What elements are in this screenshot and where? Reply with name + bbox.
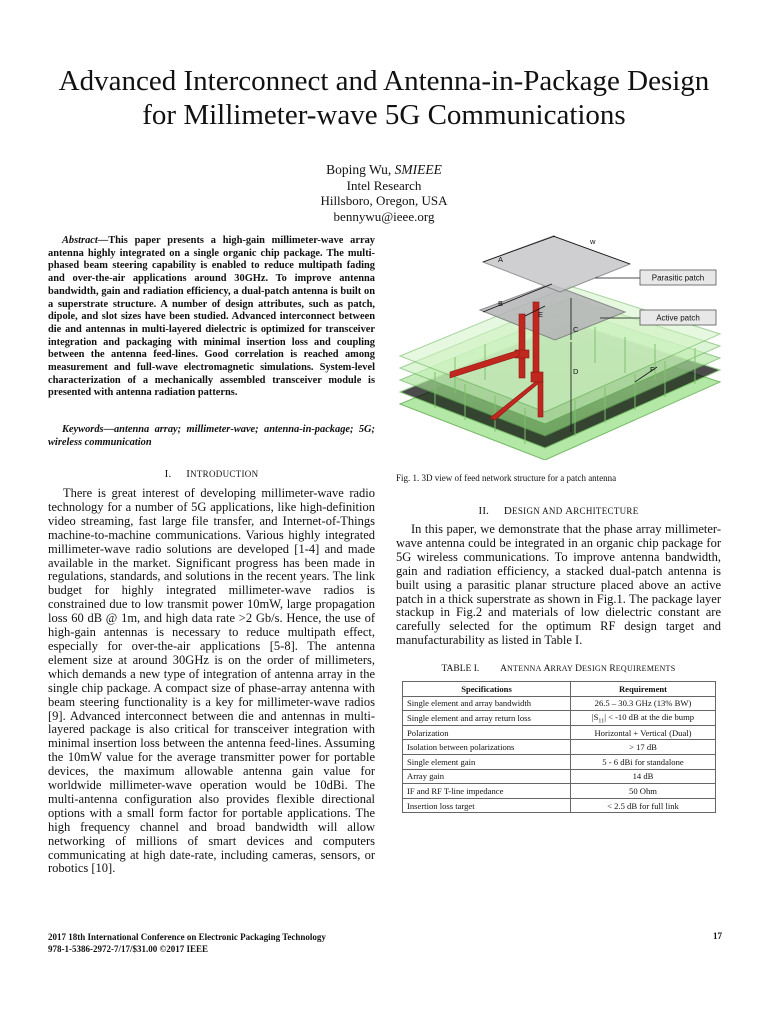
table-cell: 50 Ohm: [571, 784, 716, 799]
author-affiliation: Intel Research: [346, 177, 422, 193]
table-row: [403, 740, 716, 755]
author-grade: SMIEEE: [394, 162, 442, 177]
table-row: [403, 696, 716, 711]
section-title-initial: D: [503, 505, 513, 517]
table-row: [403, 769, 716, 784]
callout-parasitic-patch: [595, 270, 716, 285]
section-title-rest: NTRODUCTION: [190, 469, 259, 479]
table-header-row: [403, 682, 716, 697]
section-heading-introduction: [48, 468, 375, 480]
table-cell: Isolation between polarizations: [403, 740, 571, 755]
table-cell: Single element gain: [403, 754, 571, 769]
abstract-text: This paper presents a high-gain millimeter-wave array antenna highly integrated on a single organic chip package. The multi-phased beam steering capability is enabled to reduce multipath fading and over-the-air applications around 30GHz. To improve antenna bandwidth, gain and radiation efficiency, a dual-patch antenna is built on a superstrate structure. A number of design attributes, such as patch, dipole, and slot sizes have been studied. Advanced interconnect between die and antennas in multi-layered dielectric is optimized for transceiver integration and packaging with minimal insertion loss and coupling between the antenna feed-lines. Good correlation is reached among measurement and full-wave electromagnetic simulations. System-level characterization of a mechanically assembled transceiver module is presented with antenna radiation patterns.: [48, 235, 375, 399]
section-title-rest-2: RCHITECTURE: [573, 506, 639, 516]
introduction-body: There is great interest of developing millimeter-wave radio technology for a number of 5G applications, like high-definition video streaming, fast large file transfer, and Internet-of-Things machine-to-machine communications. Various highly integrated millimeter-wave radio solutions are developed [1-4] and made available in the market. Significant progress has been made in regulations, standards, and solutions in the recent years. The link budget for highly integrated millimeter-wave radios is constrained due to low transmit power 10mW, large propagation loss 60 dB @ 1m, and high data rate >2 Gb/s. Hence, the use of high-gain antennas is necessary to reduce multipath effect, especially for over-the-air applications [5-8]. The antenna element size at around 30GHz is on the order of millimeters, which demands a new type of integration of antenna array in the single chip package. A compact size of phase-array antenna with beam steering functionality is a key for millimeter-wave radios [9]. Advanced interconnect between die and antennas in multi-layered package is also critical for transceiver integration with minimal insertion loss between the antenna feed-lines. Assuming the 10mW value for the average transmitter power for portable devices, the maximum allowable antenna gain value for worldwide millimeter-wave operation would be 10dBi. The multi-antenna configuration also provides flexible directional options with a small form factor for portable applications. The high frequency channel and broad bandwidth will allow networking of millions of smart devices and computers communicating at high date-rate, including cameras, sensors, or robotics [10].: [48, 486, 375, 876]
callout-parasitic-text: Parasitic patch: [651, 273, 705, 283]
page-number: 17: [713, 931, 722, 941]
label-b: B: [498, 299, 504, 308]
table-cell: 5 - 6 dBi for standalone: [571, 754, 716, 769]
abstract: [48, 235, 375, 400]
table-header-cell: Specifications: [403, 682, 571, 697]
paper-title: Advanced Interconnect and Antenna-in-Package Design for Millimeter-wave 5G Communications: [58, 65, 710, 131]
table-row: [403, 725, 716, 740]
keywords: [48, 424, 375, 449]
table-cell: 26.5 – 30.3 GHz (13% BW): [571, 696, 716, 711]
table-header-cell: Requirement: [571, 682, 716, 697]
table-cell: Insertion loss target: [403, 798, 571, 813]
keywords-label: Keywords: [62, 424, 104, 435]
footer-conference: [48, 931, 326, 955]
label-w: w: [590, 237, 596, 246]
parasitic-patch-shape: [483, 236, 630, 292]
footer-conference-name: 2017 18th International Conference on Electronic Packaging Technology: [48, 932, 326, 942]
table-cell: < 2.5 dB for full link: [571, 798, 716, 813]
section-number: II.: [478, 505, 490, 517]
callout-active-text: Active patch: [656, 313, 700, 323]
figure-1-caption: Fig. 1. 3D view of feed network structure for a patch antenna: [396, 473, 617, 483]
section-title-initial-2: A: [565, 505, 574, 517]
keywords-text: —antenna array; millimeter-wave; antenna-in-package; 5G; wireless communication: [48, 424, 375, 448]
design-body: In this paper, we demonstrate that the phase array millimeter-wave antenna could be integrated in an organic chip package for 5G wireless communications. To improve antenna bandwidth, gain and radiation efficiency, a stacked dual-patch antenna is built using a parasitic planar structure placed above an active patch in a thick superstrate as shown in Fig.1. The package layer stackup in Fig.2 and materials of low dielectric constant are carefully selected for the optimum RF design target and manufacturability as listed in Table I.: [396, 522, 721, 648]
table-cell: Single element and array bandwidth: [403, 696, 571, 711]
table-cell: Horizontal + Vertical (Dual): [571, 725, 716, 740]
table-row: [403, 711, 716, 726]
table-row: [403, 784, 716, 799]
abstract-dash: —: [97, 235, 109, 246]
author-name: Boping Wu,: [326, 162, 392, 177]
section-number: I.: [164, 468, 172, 480]
label-c: C: [573, 325, 579, 334]
table-1-caption: [396, 664, 721, 674]
section-title-initial: I: [186, 468, 191, 480]
label-d: D: [573, 367, 579, 376]
requirements-table: [402, 681, 716, 813]
table-cell: Polarization: [403, 725, 571, 740]
abstract-label: Abstract: [62, 235, 98, 246]
label-a: A: [498, 255, 504, 264]
label-e: E: [538, 310, 544, 319]
table-cell: IF and RF T-line impedance: [403, 784, 571, 799]
section-heading-design: [396, 505, 721, 517]
figure-1-antenna-3d-view: [395, 232, 725, 460]
table-cell: 14 dB: [571, 769, 716, 784]
table-cell: > 17 dB: [571, 740, 716, 755]
table-title: ANTENNA ARRAY DESIGN REQUIREMENTS: [500, 664, 676, 674]
table-row: [403, 798, 716, 813]
label-f: F: [650, 365, 655, 374]
author-email: bennywu@ieee.org: [333, 208, 435, 224]
author-location: Hillsboro, Oregon, USA: [320, 193, 448, 208]
section-title-rest: ESIGN AND: [512, 506, 566, 516]
table-row: [403, 754, 716, 769]
table-cell: Array gain: [403, 769, 571, 784]
author-block: [200, 162, 568, 224]
table-cell: Single element and array return loss: [403, 711, 571, 726]
footer-isbn: 978-1-5386-2972-7/17/$31.00 ©2017 IEEE: [48, 944, 208, 954]
author-name-line: [200, 162, 568, 178]
table-number: TABLE I.: [441, 664, 480, 674]
table-cell: $|S_{11}| < -10$ dB at the die bump: [571, 711, 716, 726]
